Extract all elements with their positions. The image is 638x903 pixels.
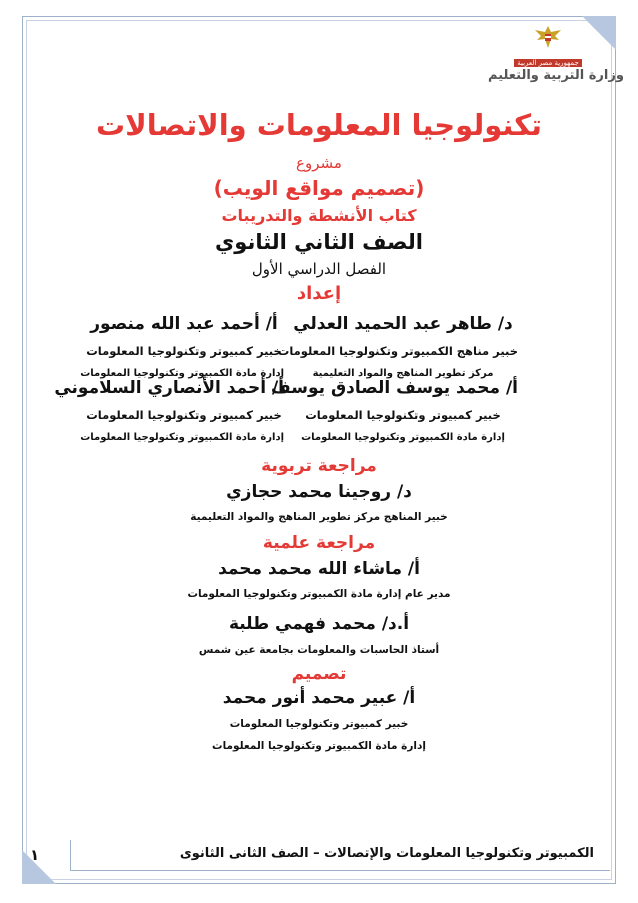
term-title: الفصل الدراسي الأول	[251, 260, 387, 278]
author-org: إدارة مادة الكمبيوتر وتكنولوجيا المعلومات	[301, 432, 505, 443]
designer-name: أ/ عبير محمد أنور محمد	[222, 688, 416, 708]
scientific-reviewer-1-title: مدير عام إدارة مادة الكمبيوتر وتكنولوجيا المعلومات	[187, 588, 451, 600]
author-4	[54, 378, 284, 443]
eagle-emblem-icon	[531, 24, 565, 50]
author-1	[277, 314, 518, 379]
footer-rule	[70, 870, 610, 871]
author-name: أ/ أحمد الأنصاري السلاموني	[54, 378, 284, 398]
page-footer	[0, 840, 638, 870]
pedagogical-review-label: مراجعة تربوية	[261, 456, 377, 476]
author-name: أ/ محمد يوسف الصادق يوسف	[271, 378, 518, 398]
design-label: تصميم	[291, 664, 347, 684]
author-role: خبير مناهج الكمبيوتر وتكنولوجيا المعلومات	[277, 344, 518, 358]
author-org: مركز تطوير المناهج والمواد التعليمية	[312, 368, 494, 379]
author-role: خبير كمبيوتر وتكنولوجيا المعلومات	[86, 344, 282, 358]
author-name: أ/ أحمد عبد الله منصور	[90, 314, 278, 334]
ministry-logo	[488, 24, 624, 86]
page-number: ١	[30, 846, 40, 864]
author-name: د/ طاهر عبد الحميد العدلي	[293, 314, 513, 334]
logo-ribbon: جمهورية مصر العربية	[514, 59, 582, 67]
author-role: خبير كمبيوتر وتكنولوجيا المعلومات	[86, 408, 282, 422]
logo-text: وزارة التربية والتعليم	[488, 68, 624, 83]
project-name: (تصميم مواقع الويب)	[213, 176, 425, 200]
author-org: إدارة مادة الكمبيوتر وتكنولوجيا المعلومات	[80, 368, 284, 379]
author-role: خبير كمبيوتر وتكنولوجيا المعلومات	[305, 408, 501, 422]
designer-org: إدارة مادة الكمبيوتر وتكنولوجيا المعلومات	[212, 740, 426, 752]
scientific-reviewer-1-name: أ/ ماشاء الله محمد محمد	[218, 559, 420, 579]
author-org: إدارة مادة الكمبيوتر وتكنولوجيا المعلومات	[80, 432, 284, 443]
designer-role: خبير كمبيوتر وتكنولوجيا المعلومات	[229, 718, 409, 730]
project-label: مشروع	[296, 154, 342, 172]
scientific-reviewer-2-title: أستاذ الحاسبات والمعلومات بجامعة عين شمس	[198, 644, 440, 656]
scientific-review-label: مراجعة علمية	[262, 533, 376, 553]
page-title: تكنولوجيا المعلومات والاتصالات	[96, 108, 542, 142]
footer-divider	[70, 840, 71, 870]
pedagogical-reviewer-name: د/ روجينا محمد حجازي	[226, 482, 412, 502]
scientific-reviewer-2-name: أ.د/ محمد فهمي طلبة	[228, 614, 410, 634]
pedagogical-reviewer-title: خبير المناهج مركز تطوير المناهج والمواد التعليمية	[190, 511, 448, 523]
grade-title: الصف الثاني الثانوي	[215, 230, 423, 254]
footer-text: الكمبيوتر وتكنولوجيا المعلومات والإتصالات – الصف الثانى الثانوى	[179, 846, 594, 861]
book-title: كتاب الأنشطة والتدريبات	[221, 206, 417, 225]
prepared-by-label: إعداد	[296, 283, 342, 304]
author-3	[271, 378, 518, 443]
author-2	[80, 314, 284, 379]
